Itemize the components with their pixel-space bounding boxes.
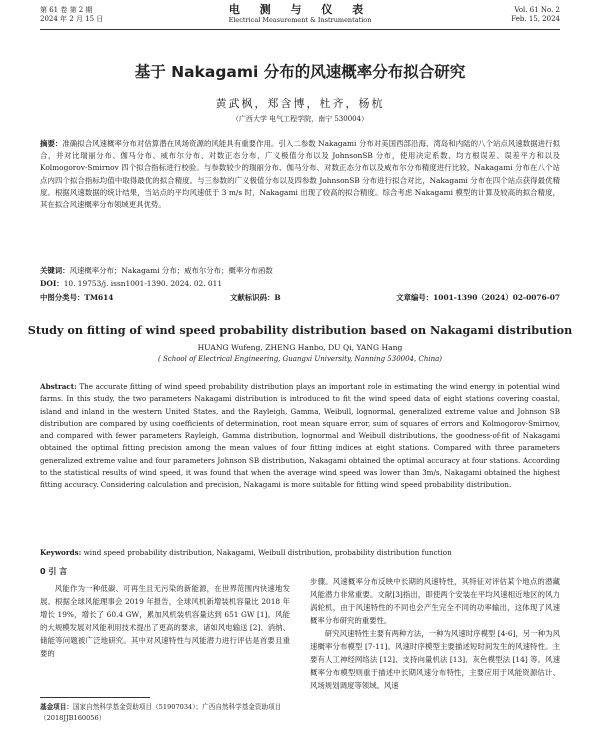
abstract-en (40, 381, 560, 492)
funding-label: 基金项目： (40, 703, 73, 711)
journal-name-en: Electrical Measurement & Instrumentation (228, 16, 372, 24)
body-paragraph-2: 研究风速特性主要有两种方法，一种为风速时序模型 [4-6]，另一种为风速概率分布模型 [7-11]。风速时序模型主要描述短时间发生的风速特性。主要有人工神经网络法 [12]、支持向量机法 [13]、灰色模型法 [14] 等。风速概率分布模型则重于描述中长期风速分布特性，主要应用于风能资源估计、风场规划调度等领域。风速 (310, 629, 560, 690)
paper-title-cn: 基于 Nakagami 分布的风速概率分布拟合研究 (134, 63, 466, 81)
keywords-en-text: wind speed probability distribution, Nakagami, Weibull distribution, probability distribution function (83, 548, 452, 557)
section-heading-introduction: 0 引 言 (40, 567, 68, 576)
abstract-cn-text: 准确拟合风速概率分布对估算潜在风场资源的风能具有重要作用。引入二参数 Nakagami 分布对美国西部沿海、湾岛和内陆的八个站点风速数据进行拟合，并对比瑞丽分布、伽马分布、威布尔分布、对数正态分布、广义极值分布以及 JohnsonSB 分布，使用决定系数、均方根误差、误差平方和以及 Kolmogorov-Smirnov 四个拟合指标进行校验。与参数较少的瑞丽分布、伽马分布、对数正态分布以及威布尔分布精度进行比较，Nakagami 分布在八个站点内四个拟合指标均值中取得最优的拟合精度。与三参数的广义极值分布以及四参数 JohnsonSB 分布进行拟合对比，Nakagami 分布在四个站点获得最优精度。根据风速数据的统计结果，当站点的平均风速低于 3 m/s 时，Nakagami 出现了较高的拟合精度。综合考虑 Nakagami 模型的计算及较高的拟合精度，其在拟合风速概率分布领域更具优势。 (40, 139, 560, 210)
body-text-left: 风能作为一种低碳、可再生且无污染的新能源，在世界范围内快速地发展。根据全球风能理事会 2019 年报告，全球风机新增装机容量比 2018 年增长 19%，增长了 60.4 GW，累加风机装机容量达到 651 GW [1]。风能的大规模发展对风能利用技术提出了更高的要求，诸如风电输送 [2]、消纳、储能等问题被广泛地研究。其中对风速特性与风能潜力进行评估是首要且重要的 (40, 584, 290, 658)
keywords-en (40, 547, 560, 559)
header-rule (40, 29, 560, 30)
date-cn: 2024 年 2 月 15 日 (40, 15, 104, 23)
header-right (511, 6, 560, 24)
keywords-en-label: Keywords: (40, 548, 82, 557)
document-code: 文献标识码：B (230, 293, 281, 302)
body-paragraph-1: 步骤。风速概率分布反映中长期的风速特性，其特征对评估某个地点的潜藏风能潜力非常重要。文献[3]指出，即使两个安装在平均风速相近地区的风力涡轮机，由于风速特性的不同也会产生完全不同的功率输出，这体现了风速概率分布研究的重要性。 (310, 577, 560, 625)
funding-text: 国家自然科学基金资助项目（51907034）；广西自然科学基金资助项目（2018JJB160056） (40, 703, 282, 722)
volume-issue-cn: 第 61 卷 第 2 期 (40, 6, 93, 14)
classification-row (40, 293, 560, 303)
keywords-cn-text: 风速概率分布；Nakagami 分布；威布尔分布；概率分布函数 (69, 266, 273, 275)
footnote-rule (40, 697, 150, 698)
body-text-right (310, 575, 560, 692)
authors-cn: 黄武枫，郑含博，杜齐，杨杭 (215, 97, 385, 110)
article-number: 文章编号：1001-1390（2024）02-0076-07 (396, 293, 560, 302)
abstract-en-label: Abstract: (40, 382, 77, 391)
clc-number: 中图分类号：TM614 (40, 293, 114, 302)
affiliation-cn: （广西大学 电气工程学院，南宁 530004） (231, 115, 369, 123)
affiliation-en: ( School of Electrical Engineering, Guangxi University, Nanning 530004, China) (158, 355, 442, 363)
journal-name-cn: 电 测 与 仪 表 (228, 3, 372, 16)
keywords-cn-label: 关键词： (40, 266, 70, 275)
volume-issue-en: Vol. 61 No. 2 (514, 6, 560, 14)
paper-title-en: Study on fitting of wind speed probability distribution based on Nakagami distribution (27, 323, 573, 337)
abstract-cn-label: 摘要： (40, 139, 63, 148)
date-en: Feb. 15, 2024 (511, 15, 560, 23)
authors-en: HUANG Wufeng, ZHENG Hanbo, DU Qi, YANG Hang (197, 343, 403, 352)
abstract-en-text: The accurate fitting of wind speed probability distribution plays an important role in estimating the wind energy in potential wind farms. In this study, the two parameters Nakagami distribution is introduced to fit the wind speed data of eight stations covering coastal, island and inland in the western United States, and the Rayleigh, Gamma, Weibull, lognormal, generalized extreme value and Johnson SB distribution are compared by using coefficients of determination, root mean square error, sum of squares of errors and Kolmogorov-Smirnov, and compared with fewer parameters Rayleigh, Gamma distribution, lognormal and Weibull distributions, the goodness-of-fit of Nakagami obtained the optimal fitting precision among the mean values of four fitting indices at eight stations. Compared with three parameters generalized extreme value and four parameters Johnson SB distribution, Nakagami obtained the optimal accuracy at four stations. According to the statistical results of wind speed, it was found that when the average wind speed was lower than 3m/s, Nakagami obtained the highest fitting accuracy. Considering calculation and precision, Nakagami is more suitable for fitting wind speed probability distribution. (40, 382, 560, 490)
journal-masthead (0, 4, 600, 24)
doi-label: DOI： (40, 279, 64, 288)
funding-note (40, 702, 290, 724)
doi-text: 10. 19753/j. issn1001-1390. 2024. 02. 011 (63, 279, 223, 288)
abstract-cn (40, 138, 560, 211)
doi (40, 278, 560, 290)
keywords-cn (40, 265, 560, 277)
